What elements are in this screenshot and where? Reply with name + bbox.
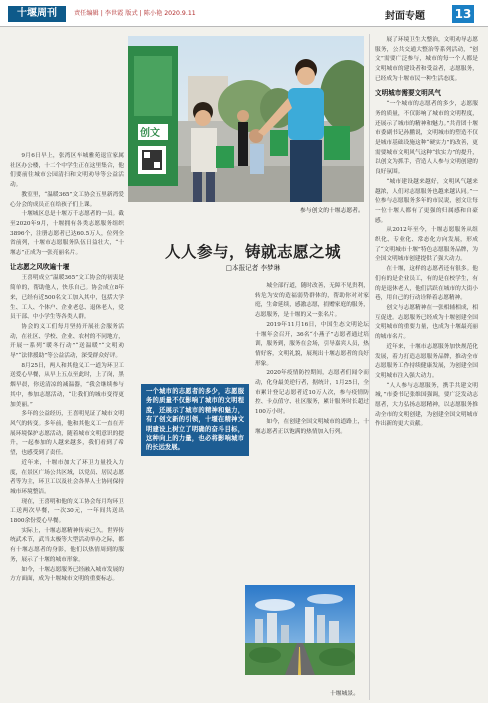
article-byline: □本报记者 李梦琳: [225, 264, 281, 272]
article-headline: 人人参与，铸就志愿之城: [164, 243, 341, 261]
paragraph: 多年的公益经历，王喜明见证了城市文明风气的转变。多年前，他和其他义工一直在开展环境保护志愿活动，随着城市文明意识的提升，一起参加的人越来越多，我们看到了希望，也感受到了责任。: [10, 411, 124, 457]
paragraph: 如今，十堰志愿服务已经融入城市发展的方方面面，成为十堰城市文明的重要标志。: [10, 566, 124, 583]
paragraph: 9月6日早上，张湾区车城雅苑退宣家属社区办公楼，十二个中学生正在这里集合，他们要前往城市公园清扫和文明劝导等公益活动。: [10, 153, 124, 189]
paragraph: 8月25日，两人和其他义工一道为环卫工送爱心早餐，从早上五点至此时，上了岗，黑烟早晨，你送清凉的减温器，“我会继续参与其中，参加志愿活动，“让我们的城市变得更加美丽。”: [10, 362, 124, 408]
paragraph: “城市建设越来越好，文明风气越来越浓，人们对志愿服务也越来越认同。”一位参与志愿服务多年的市民说，创文让每一位十堰人都有了更强的归属感和自豪感。: [375, 178, 478, 224]
paragraph: 十堰城区总是十堰万千志愿者的一员。截至2020年9月，十堰拥有各类志愿服务组织3896个，注册志愿者已达60.5万人，位列全省前列，十堰市志愿服务队伍日益壮大，“十堰志”正成为一张亮丽名片。: [10, 211, 124, 257]
sign-text: 创文: [140, 128, 160, 139]
article-column-3: [375, 36, 478, 700]
paragraph: 协会的义工们每月坚持开展社会服务活动，在社区、学校、企业、农村的不同地方，开展一系列“暖冬行动”“送温暖”“文明劝导”“法律援助”等公益活动，深受群众好评。: [10, 323, 124, 360]
paragraph: 展了环境卫生大整治，文明劝导志愿服务，公共交通大整治等系列活动，“创文”需要广泛参与，城市的每一个人都是文明城市的建设者和受益者，志愿服务，已经成为十堰市民一种生活态度。: [375, 37, 478, 82]
page-number: 13: [452, 5, 474, 23]
paragraph: 近年来，十堰市加大了环卫力量投入力度，在景区广场公共区域，以党员、居民志愿者等为主，环卫工以及社会各界人士协同保持城市环境整洁。: [10, 459, 124, 495]
volunteer-photo: [128, 36, 364, 202]
section-title: 封面专题: [385, 11, 425, 22]
subheading: 文明城市需要文明风气: [375, 88, 441, 97]
paragraph: 实际上，十堰志愿精神传承已久。世界传统武术节，武当太极等大型活动举办之际，都有十堰志愿者的身影，他们以热情周到的服务，展示了十堰的城市形象。: [10, 527, 124, 563]
paragraph: “人人参与志愿服务，携手共建文明城，”市委书记张维国强调，要广泛发动志愿者，大力弘扬志愿精神，以志愿服务推动全市的文明创建，为创建全国文明城市作出新的更大贡献。: [375, 382, 478, 428]
paragraph: 现在，王喜明和他的义工协会每月均环卫工送两次早餐，一次30元，一年间共送出1800余份爱心早餐。: [10, 498, 124, 525]
paragraph: 2020年疫情防控期间，志愿者们闻令而动，化身最美逆行者，据统计，1月25日，全市累计登记志愿者近10万人次，参与疫情防控、卡点值守、社区服务，累计服务时长超过100万小时。: [255, 370, 369, 416]
article-column-2: [255, 282, 369, 584]
volunteer-photo-image: [128, 36, 364, 202]
paragraph: 如今，在创建全国文明城市的道路上，十堰志愿者正以饱满的热情加入行列。: [255, 418, 369, 435]
column-divider: [369, 34, 370, 700]
newspaper-brand: 十堰周刊: [8, 6, 66, 22]
paragraph: 近年来，十堰市志愿服务加快规范化发展，着力打造志愿服务品牌，推动全市志愿服务工作持续健康发展，为创建全国文明城市注入强大动力。: [375, 343, 478, 379]
article-column-1: [10, 152, 124, 700]
photo-caption: 参与创文的十堰志愿者。: [300, 208, 364, 214]
paragraph: 从2012年至今，十堰志愿服务从组织化、专业化、常态化方向发展，形成了“文明城市十堰”特色志愿服务品牌，为全国文明城市创建提供了强大动力。: [375, 227, 478, 263]
city-photo-caption: 十堰城景。: [330, 691, 359, 697]
paragraph: 教室里，“温暖365”文工协会五里新湾爱心分会的成员正在给孩子们上课。: [10, 191, 124, 208]
city-photo: [245, 585, 355, 675]
city-photo-image: [245, 585, 355, 675]
paragraph: 城全部行道，随时改善，无障不见贵利，转危为安的造福弱势群体的，帮助你对对家庭，生命延续，感激志愿，捐赠家庭的服务，志愿服务，是十堰的又一张名片。: [255, 283, 369, 319]
paragraph: “一个城市的志愿者的多少，志愿服务的质量，不仅影响了城市的文明程度，还展示了城市的精神和魅力。”共青团十堰市委副书记孙鹏说，文明城市的塑造不仅是城市基础设施这种“硬实力”的改善，更需要城市文明风气这种“软实力”的提升，以创文为抓手，营造人人参与文明创建的良好氛围。: [375, 101, 478, 176]
header-meta: 责任编辑 | 李世霞 版式 | 陈小艳 2020.9.11: [74, 10, 196, 17]
paragraph: 2019年11月16日，中国生态文明论坛十堰年会召开，36名“小燕子”志愿者通过培训，服务到，服务在会场，引导嘉宾人员，热情好客，文明礼貌，展现出十堰志愿者的良好形象。: [255, 321, 369, 367]
subheading: 让志愿之风吹遍十堰: [10, 262, 70, 271]
paragraph: 王喜明成立“温暖365”文工协会的初衷是简单的，帮助他人，快乐自己。协会成立8年来，已经有近500名文工加入其中，包括大学生、工人、个体户、企业老总、退休老人，党员干部、中小学生等各类人群。: [10, 275, 124, 321]
paragraph: 在十堰，这样的志愿者还有很多。他们有的是企业员工，有的是在校学生，有的是退休老人，他们活跃在城市的大街小巷，用自己的行动诠释着志愿精神。: [375, 266, 478, 302]
paragraph: 创文与志愿精神在一张相辅相成，相互促进。志愿服务已经成为十堰创建全国文明城市的重要力量，也成为十堰最亮丽的城市名片。: [375, 304, 478, 341]
pull-quote: 一个城市的志愿者的多少，志愿服务的质量不仅影响了城市的文明程度，还展示了城市的精神和魅力，有了创文新的引领，十堰在精神文明建设上树立了明确的奋斗目标，这种向上的力量，也必将影响城市的长远发展。: [141, 384, 249, 456]
